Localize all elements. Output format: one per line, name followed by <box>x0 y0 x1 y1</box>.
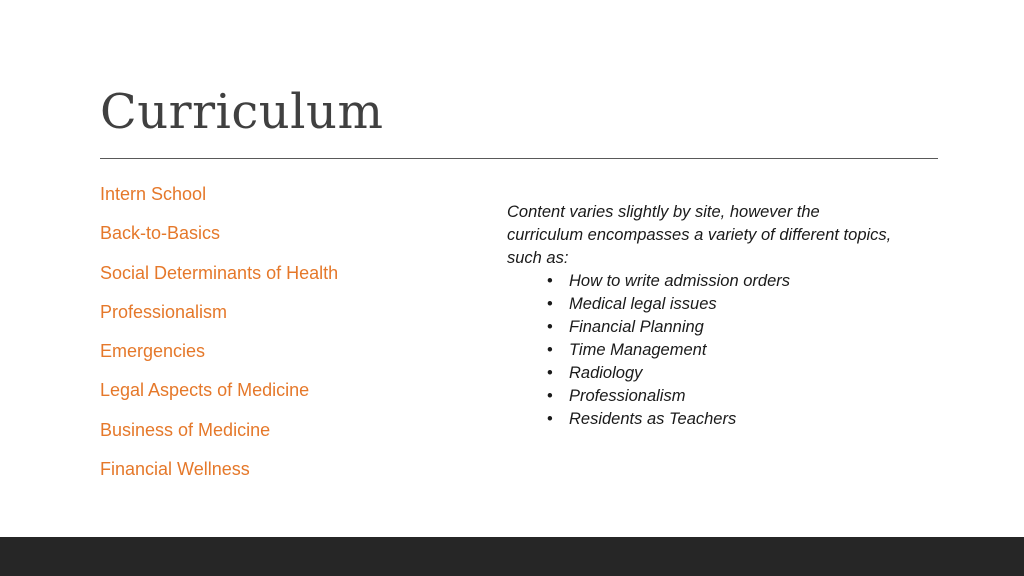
topic-item: Emergencies <box>100 341 206 362</box>
bullet-icon: • <box>547 272 553 290</box>
bullet-icon: • <box>547 341 553 359</box>
bullet-icon: • <box>547 318 553 336</box>
topic-item: Legal Aspects of Medicine <box>100 380 310 401</box>
bullet-text: How to write admission orders <box>569 272 790 290</box>
bullet-text: Professionalism <box>569 387 686 405</box>
bullet-item <box>507 408 927 431</box>
bullet-text: Medical legal issues <box>569 295 717 313</box>
topic-item: Intern School <box>100 184 207 204</box>
topic-item: Social Determinants of Health <box>100 262 339 283</box>
topic-item: Financial Wellness <box>100 459 250 480</box>
footer-bar <box>0 537 1024 576</box>
bullet-item <box>507 316 927 339</box>
content-intro: Content varies slightly by site, however the curriculum encompasses a variety of different topics, such as: <box>507 203 892 267</box>
bullet-item <box>507 385 927 408</box>
slide-title: Curriculum <box>100 84 384 140</box>
topic-item: Back-to-Basics <box>100 223 221 244</box>
bullet-item <box>507 339 927 362</box>
topic-item: Professionalism <box>100 301 228 322</box>
bullet-icon: • <box>547 410 553 428</box>
bullet-list <box>507 270 927 431</box>
bullet-text: Financial Planning <box>569 318 704 336</box>
bullet-item <box>507 293 927 316</box>
bullet-text: Radiology <box>569 364 643 382</box>
bullet-text: Residents as Teachers <box>569 410 737 428</box>
title-divider <box>100 158 938 159</box>
topic-list <box>100 181 338 495</box>
content-block <box>507 201 927 431</box>
bullet-icon: • <box>547 364 553 382</box>
bullet-item <box>507 362 927 385</box>
bullet-item <box>507 270 927 293</box>
topic-item: Business of Medicine <box>100 419 271 440</box>
bullet-icon: • <box>547 295 553 313</box>
bullet-text: Time Management <box>569 341 707 359</box>
bullet-icon: • <box>547 387 553 405</box>
